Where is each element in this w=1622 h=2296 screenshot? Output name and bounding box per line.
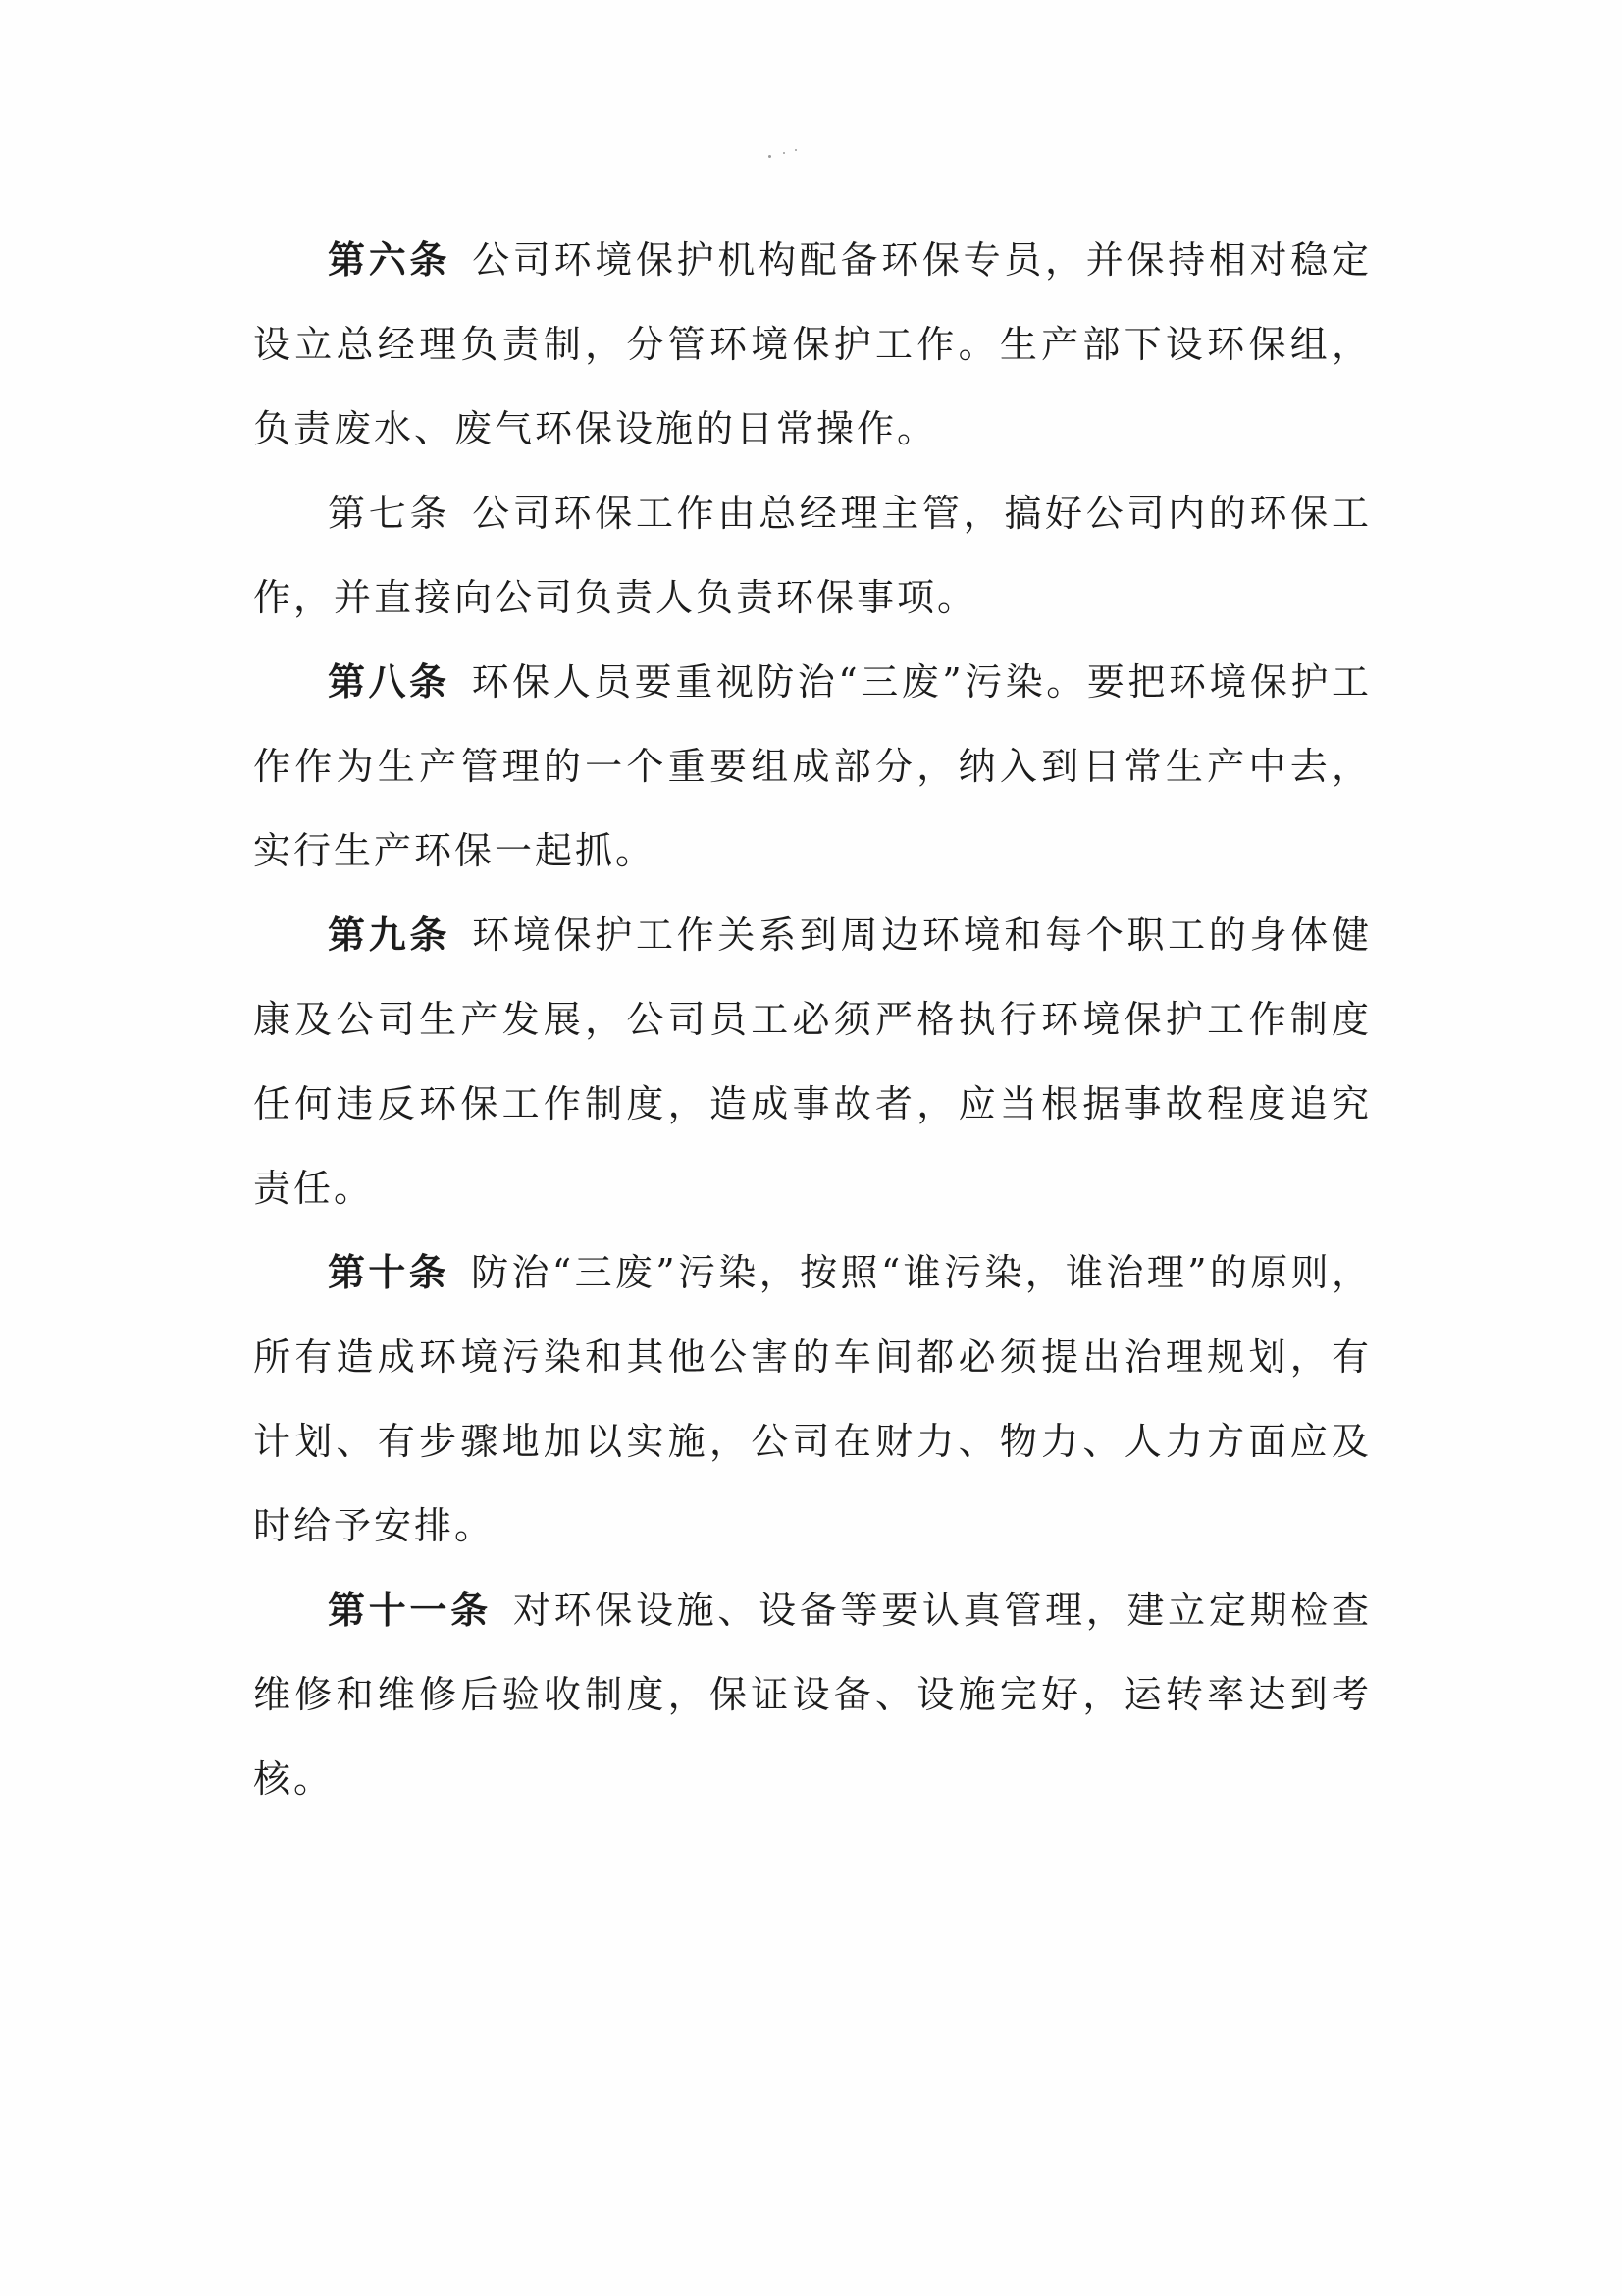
- article-text: 环境保护工作关系到周边环境和每个职工的身体健康及公司生产发展，公司员工必须严格执行环境保护工作制度任何违反环保工作制度，造成事故者，应当根据事故程度追究责任。: [253, 913, 1372, 1210]
- article-text: 公司环保工作由总经理主管，搞好公司内的环保工作，并直接向公司负责人负责环保事项。: [253, 492, 1372, 619]
- article-9: [253, 893, 1372, 1230]
- article-10: [253, 1230, 1372, 1568]
- article-6: [253, 218, 1372, 471]
- document-body: [253, 218, 1372, 1821]
- article-number: 第八条: [328, 659, 450, 704]
- article-number: 第六条: [328, 237, 451, 282]
- scan-speck: [768, 155, 771, 158]
- article-number: 第十一条: [328, 1588, 492, 1632]
- article-text: 对环保设施、设备等要认真管理，建立定期检查维修和维修后验收制度，保证设备、设施完好，运转率达到考核。: [253, 1589, 1372, 1800]
- article-number: 第九条: [328, 913, 451, 957]
- scan-speck: [795, 149, 797, 151]
- article-8: [253, 640, 1372, 893]
- article-text: 环保人员要重视防治“三废”污染。要把环境保护工作作为生产管理的一个重要组成部分，纳入到日常生产中去，实行生产环保一起抓。: [253, 660, 1372, 872]
- article-number: 第十条: [328, 1250, 450, 1294]
- article-7: [253, 471, 1372, 640]
- scan-speck: [783, 152, 785, 154]
- article-number: 第七条: [328, 492, 451, 535]
- article-text: 防治“三废”污染，按照“谁污染，谁治理”的原则，所有造成环境污染和其他公害的车间都必须提出治理规划，有计划、有步骤地加以实施，公司在财力、物力、人力方面应及时给予安排。: [253, 1251, 1372, 1547]
- article-11: [253, 1568, 1372, 1821]
- article-text: 公司环境保护机构配备环保专员，并保持相对稳定设立总经理负责制，分管环境保护工作。生产部下设环保组，负责废水、废气环保设施的日常操作。: [253, 238, 1372, 450]
